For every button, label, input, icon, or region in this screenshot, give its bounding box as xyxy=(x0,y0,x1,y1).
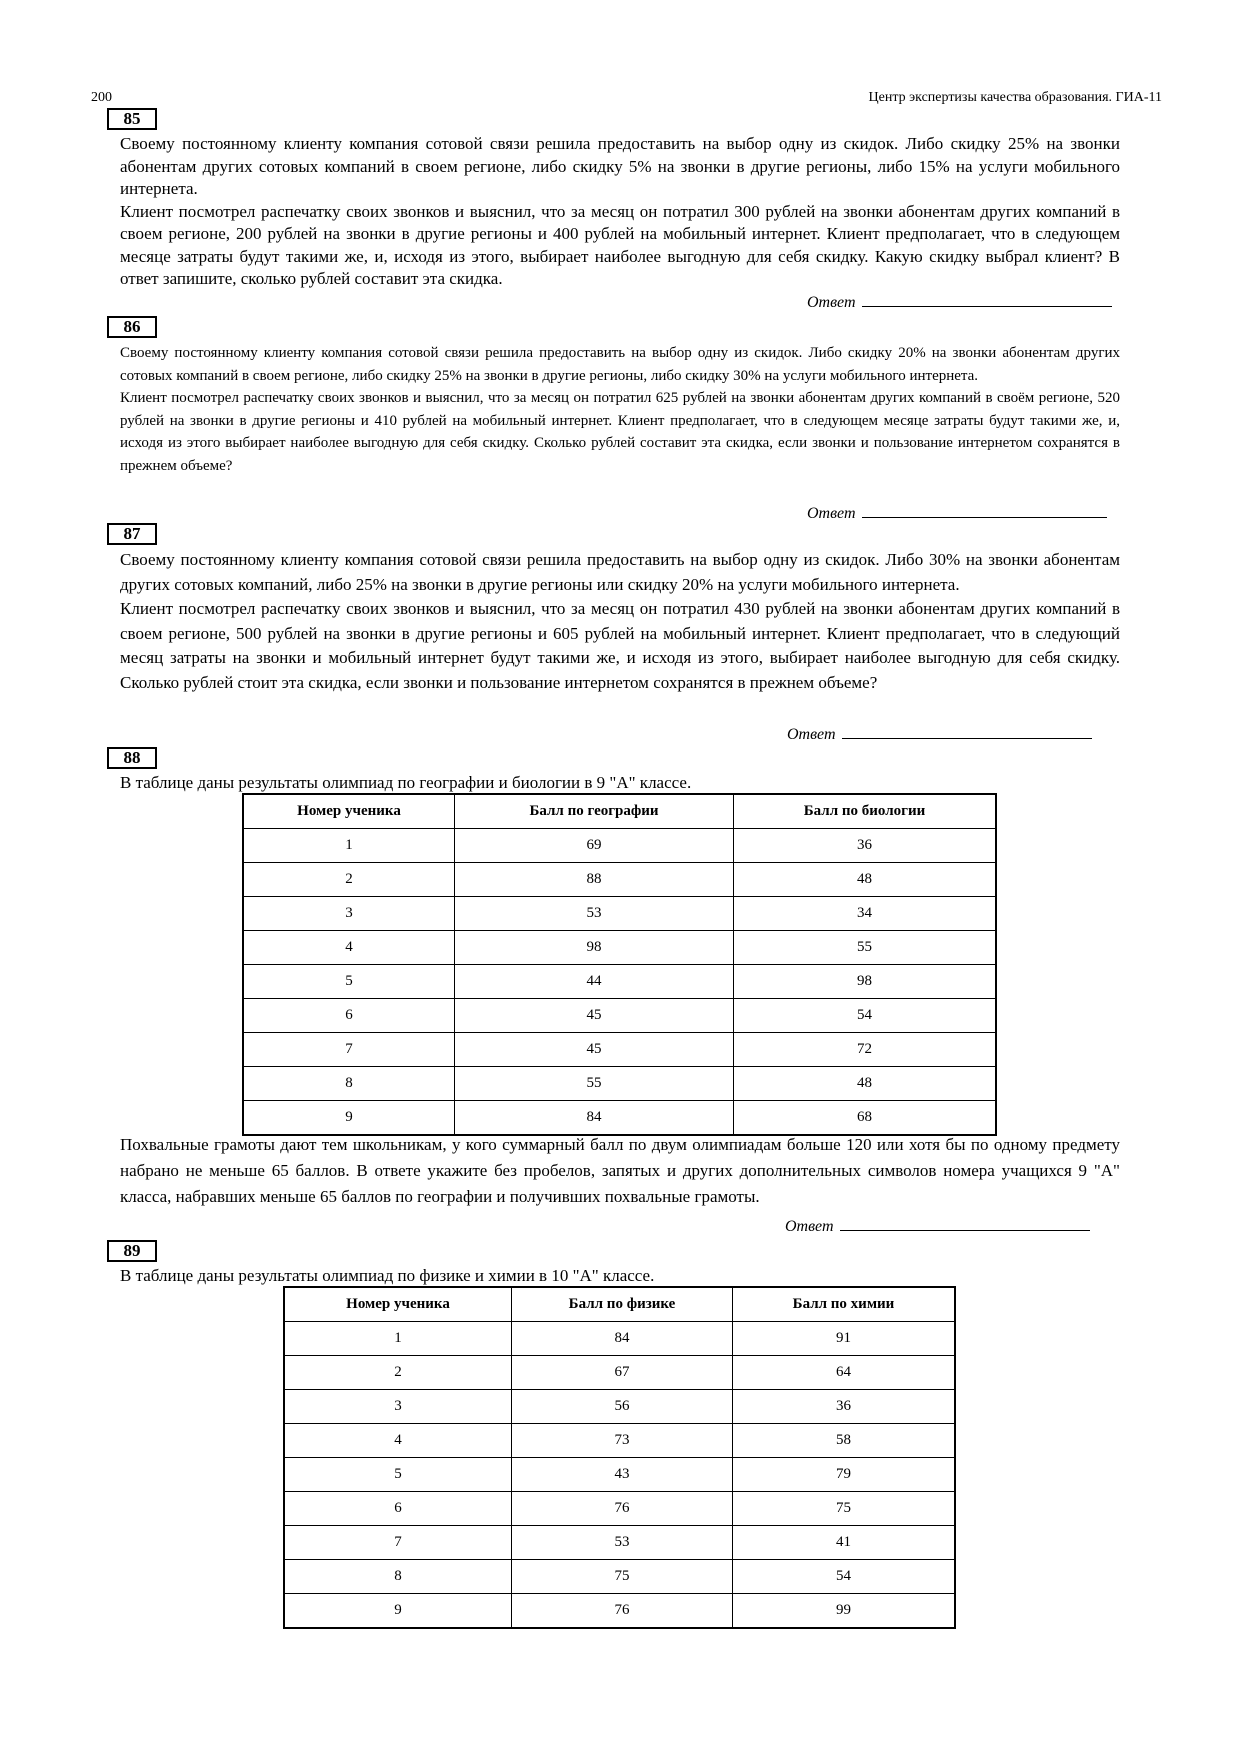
column-header: Балл по биологии xyxy=(734,794,997,829)
table-row xyxy=(284,1322,955,1356)
table-row xyxy=(243,1033,996,1067)
problem-87-paragraph-2: Клиент посмотрел распечатку своих звонков и выяснил, что за месяц он потратил 430 рублей на звонки абонентам других компаний в своем регионе, 500 рублей на звонки в другие регионы и 605 рублей на мобильный интернет. Клиент предполагает, что в следующий месяц затраты на звонки и мобильный интернет будут такими же, и исходя из этого, выбирает наиболее выгодную для себя скидку. Сколько рублей стоит эта скидка, если звонки и пользование интернетом сохранятся в прежнем объеме? xyxy=(120,599,1120,692)
table-cell: 75 xyxy=(512,1560,733,1594)
table-row xyxy=(284,1594,955,1629)
table-cell: 2 xyxy=(243,863,455,897)
table-cell: 55 xyxy=(455,1067,734,1101)
table-cell: 6 xyxy=(243,999,455,1033)
table-cell: 67 xyxy=(512,1356,733,1390)
table-cell: 68 xyxy=(734,1101,997,1136)
table-cell: 1 xyxy=(243,829,455,863)
problem-85-paragraph-2: Клиент посмотрел распечатку своих звонков и выяснил, что за месяц он потратил 300 рублей на звонки абонентам других компаний в своем регионе, 200 рублей на звонки в другие регионы и 400 рублей на мобильный интернет. Клиент предполагает, что в следующем месяце затраты будут такими же, и, исходя из этого, выбирает наиболее выгодную для себя скидку. Какую скидку выбрал клиент? В ответ запишите, сколько рублей составит эта скидка. xyxy=(120,201,1120,288)
table-cell: 79 xyxy=(733,1458,956,1492)
table-cell: 75 xyxy=(733,1492,956,1526)
problem-86-paragraph-1: Своему постоянному клиенту компания сотовой связи решила предоставить на выбор одну из скидок. Либо скидку 20% на звонки абонентам других сотовых компаний в своем регионе, либо скидку 25% на звонки в другие регионы, либо скидку 30% на услуги мобильного интернета. xyxy=(120,345,1120,384)
table-row xyxy=(284,1458,955,1492)
table-cell: 48 xyxy=(734,1067,997,1101)
table-row xyxy=(284,1390,955,1424)
table-row xyxy=(243,931,996,965)
table-cell: 84 xyxy=(512,1322,733,1356)
table-row xyxy=(243,897,996,931)
column-header: Номер ученика xyxy=(284,1287,512,1322)
table-row xyxy=(243,829,996,863)
table-cell: 56 xyxy=(512,1390,733,1424)
problem-number-85: 85 xyxy=(107,108,157,130)
answer-blank[interactable] xyxy=(862,501,1107,518)
table-row xyxy=(243,965,996,999)
table-cell: 58 xyxy=(733,1424,956,1458)
table-cell: 2 xyxy=(284,1356,512,1390)
answer-blank[interactable] xyxy=(840,1214,1090,1231)
column-header: Балл по физике xyxy=(512,1287,733,1322)
table-row xyxy=(243,863,996,897)
table-cell: 64 xyxy=(733,1356,956,1390)
table-row xyxy=(243,1101,996,1136)
problem-86-paragraph-2: Клиент посмотрел распечатку своих звонков и выяснил, что за месяц он потратил 625 рублей на звонки абонентам других компаний в своём регионе, 520 рублей на звонки в другие регионы и 410 рублей на мобильный интернет. Клиент предполагает, что в следующем месяце затраты будут такими же, и, исходя из этого выбирает наиболее выгодную для себя скидку. Сколько рублей составит эта скидка, если звонки и пользование интернетом сохранятся в прежнем объеме? xyxy=(120,390,1120,474)
column-header: Балл по химии xyxy=(733,1287,956,1322)
table-cell: 3 xyxy=(243,897,455,931)
problem-number-86: 86 xyxy=(107,316,157,338)
table-cell: 1 xyxy=(284,1322,512,1356)
column-header: Номер ученика xyxy=(243,794,455,829)
table-cell: 88 xyxy=(455,863,734,897)
table-cell: 8 xyxy=(243,1067,455,1101)
table-cell: 5 xyxy=(243,965,455,999)
table-cell: 5 xyxy=(284,1458,512,1492)
table-cell: 91 xyxy=(733,1322,956,1356)
problem-88-answer xyxy=(785,1214,1090,1236)
table-cell: 99 xyxy=(733,1594,956,1629)
table-cell: 36 xyxy=(734,829,997,863)
problem-86-text xyxy=(120,342,1120,477)
table-cell: 69 xyxy=(455,829,734,863)
table-cell: 76 xyxy=(512,1492,733,1526)
problem-87-text xyxy=(120,548,1120,695)
problem-88-paragraph-1: Похвальные грамоты дают тем школьникам, у кого суммарный балл по двум олимпиадам больше 120 или хотя бы по одному предмету набрано не меньше 65 баллов. В ответе укажите без пробелов, запятых и других дополнительных символов номера учащихся 9 "А" класса, набравших меньше 65 баллов по географии и получивших похвальные грамоты. xyxy=(120,1135,1120,1206)
column-header: Балл по географии xyxy=(455,794,734,829)
table-cell: 48 xyxy=(734,863,997,897)
problem-number-87: 87 xyxy=(107,523,157,545)
table-cell: 34 xyxy=(734,897,997,931)
table-cell: 55 xyxy=(734,931,997,965)
problem-89-intro: В таблице даны результаты олимпиад по физике и химии в 10 "А" классе. xyxy=(120,1266,655,1285)
table-row xyxy=(284,1356,955,1390)
answer-blank[interactable] xyxy=(862,290,1112,307)
table-cell: 4 xyxy=(243,931,455,965)
problem-88-intro: В таблице даны результаты олимпиад по географии и биологии в 9 "А" классе. xyxy=(120,773,692,792)
table-row xyxy=(284,1560,955,1594)
table-cell: 8 xyxy=(284,1560,512,1594)
answer-label: Ответ xyxy=(787,726,836,743)
table-row xyxy=(284,1424,955,1458)
table-cell: 54 xyxy=(733,1560,956,1594)
problem-85-paragraph-1: Своему постоянному клиенту компания сотовой связи решила предоставить на выбор одну из скидок. Либо скидку 25% на звонки абонентам других сотовых компаний в своем регионе, либо скидку 5% на звонки в другие регионы, либо 15% на услуги мобильного интернета. xyxy=(120,134,1120,198)
table-cell: 9 xyxy=(243,1101,455,1136)
problem-number-88: 88 xyxy=(107,747,157,769)
table-cell: 53 xyxy=(512,1526,733,1560)
table-cell: 45 xyxy=(455,1033,734,1067)
table-cell: 7 xyxy=(243,1033,455,1067)
answer-label: Ответ xyxy=(785,1218,834,1235)
table-cell: 54 xyxy=(734,999,997,1033)
problem-89-table xyxy=(283,1286,956,1629)
answer-label: Ответ xyxy=(807,505,856,522)
running-header: Центр экспертизы качества образования. ГИА-11 xyxy=(868,90,1162,105)
table-cell: 73 xyxy=(512,1424,733,1458)
table-cell: 84 xyxy=(455,1101,734,1136)
table-cell: 3 xyxy=(284,1390,512,1424)
table-row xyxy=(284,1492,955,1526)
problem-87-paragraph-1: Своему постоянному клиенту компания сотовой связи решила предоставить на выбор одну из скидок. Либо 30% на звонки абонентам других сотовых компаний, либо 25% на звонки в другие регионы или скидку 20% на услуги мобильного интернета. xyxy=(120,550,1120,594)
problem-85-answer xyxy=(807,290,1112,312)
table-cell: 98 xyxy=(734,965,997,999)
table-cell: 9 xyxy=(284,1594,512,1629)
page-number: 200 xyxy=(91,90,112,105)
table-row xyxy=(284,1526,955,1560)
table-cell: 53 xyxy=(455,897,734,931)
table-cell: 7 xyxy=(284,1526,512,1560)
table-cell: 4 xyxy=(284,1424,512,1458)
table-row xyxy=(243,999,996,1033)
table-cell: 45 xyxy=(455,999,734,1033)
table-row xyxy=(243,1067,996,1101)
problem-85-text xyxy=(120,133,1120,291)
problem-86-answer xyxy=(807,501,1107,523)
problem-88-text xyxy=(120,1132,1120,1210)
table-cell: 72 xyxy=(734,1033,997,1067)
table-header-row xyxy=(284,1287,955,1322)
table-cell: 6 xyxy=(284,1492,512,1526)
problem-number-89: 89 xyxy=(107,1240,157,1262)
table-cell: 43 xyxy=(512,1458,733,1492)
table-cell: 98 xyxy=(455,931,734,965)
table-cell: 36 xyxy=(733,1390,956,1424)
problem-87-answer xyxy=(787,722,1092,744)
table-cell: 41 xyxy=(733,1526,956,1560)
answer-label: Ответ xyxy=(807,294,856,311)
answer-blank[interactable] xyxy=(842,722,1092,739)
problem-88-table xyxy=(242,793,997,1136)
table-cell: 44 xyxy=(455,965,734,999)
table-header-row xyxy=(243,794,996,829)
table-cell: 76 xyxy=(512,1594,733,1629)
